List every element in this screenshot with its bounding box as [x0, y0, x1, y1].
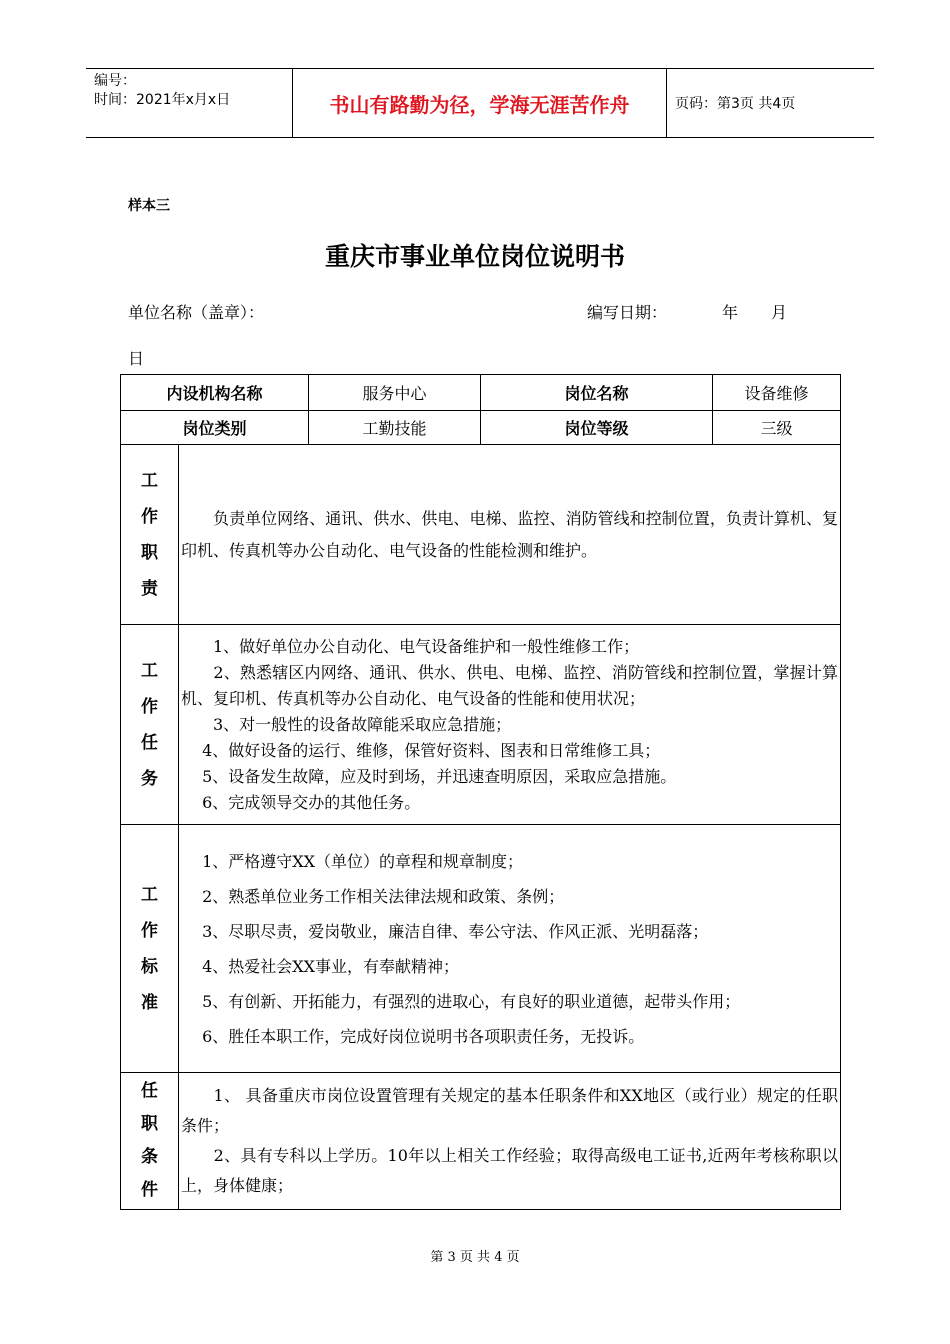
- level-value: 三级: [713, 411, 841, 445]
- sample-label: 样本三: [128, 198, 170, 214]
- unit-name-label: 单位名称（盖章）：: [128, 303, 265, 322]
- body-line: 5、有创新、开拓能力，有强烈的进取心，有良好的职业道德，起带头作用；: [181, 991, 741, 1011]
- body-line: 3、对一般性的设备故障能采取应急措施；: [181, 714, 512, 734]
- category-value: 工勤技能: [309, 411, 481, 445]
- post-value: 设备维修: [713, 375, 841, 411]
- body-line: 3、尽职尽责，爱岗敬业，廉洁自律、奉公守法、作风正派、光明磊落；: [181, 921, 709, 941]
- section-body: [179, 625, 841, 825]
- body-line: 2、具有专科以上学历。10年以上相关工作经验；取得高级电工证书,近两年考核称职以上，身体健康；: [181, 1146, 839, 1195]
- section-body: [179, 1073, 841, 1210]
- page-header: [86, 68, 874, 138]
- section-qualifications: [121, 1073, 841, 1210]
- date-label: 编写日期：: [587, 303, 668, 322]
- section-tasks: [121, 625, 841, 825]
- body-line: 5、设备发生故障，应及时到场，并迅速查明原因，采取应急措施。: [181, 766, 677, 786]
- body-line: 6、完成领导交办的其他任务。: [181, 792, 421, 812]
- section-label: 任 职 条 件: [121, 1073, 179, 1210]
- month-label: 月: [771, 303, 788, 322]
- header-motto: 书山有路勤为径，学海无涯苦作舟: [292, 69, 667, 137]
- section-label: 工 作 任 务: [121, 625, 179, 825]
- body-line: 2、熟悉单位业务工作相关法律法规和政策、条例；: [181, 886, 565, 906]
- body-line: 4、做好设备的运行、维修，保管好资料、图表和日常维修工具；: [181, 740, 661, 760]
- body-line: 2、熟悉辖区内网络、通讯、供水、供电、电梯、监控、消防管线和控制位置，掌握计算机、复印机、传真机等办公自动化、电气设备的性能和使用状况；: [181, 662, 839, 708]
- category-label: 岗位类别: [121, 411, 309, 445]
- section-duties: [121, 445, 841, 625]
- header-page-label: 页码：第3页 共4页: [675, 96, 796, 112]
- job-description-table: [120, 374, 841, 1210]
- body-line: 负责单位网络、通讯、供水、供电、电梯、监控、消防管线和控制位置，负责计算机、复印机、传真机等办公自动化、电气设备的性能检测和维护。: [181, 508, 839, 560]
- body-line: 1、严格遵守XX（单位）的章程和规章制度；: [181, 851, 524, 871]
- body-line: 1、做好单位办公自动化、电气设备维护和一般性维修工作；: [181, 636, 640, 656]
- year-label: 年: [722, 303, 739, 322]
- page-footer: 第 3 页 共 4 页: [430, 1250, 520, 1265]
- body-line: 6、胜任本职工作，完成好岗位说明书各项职责任务，无投诉。: [181, 1026, 645, 1046]
- document-title: 重庆市事业单位岗位说明书: [324, 242, 625, 271]
- section-label: 工 作 标 准: [121, 825, 179, 1073]
- section-label: 工 作 职 责: [121, 445, 179, 625]
- post-label: 岗位名称: [481, 375, 713, 411]
- table-row: [121, 411, 841, 445]
- org-value: 服务中心: [309, 375, 481, 411]
- section-standards: [121, 825, 841, 1073]
- body-line: 4、热爱社会XX事业，有奉献精神；: [181, 956, 460, 976]
- table-row: [121, 375, 841, 411]
- time-label: 时间：2021年x月x日: [94, 92, 231, 108]
- section-body: [179, 445, 841, 625]
- day-label: 日: [128, 349, 145, 368]
- org-label: 内设机构名称: [121, 375, 309, 411]
- section-body: [179, 825, 841, 1073]
- number-label: 编号：: [94, 73, 136, 89]
- header-left: [86, 69, 292, 137]
- body-line: 1、 具备重庆市岗位设置管理有关规定的基本任职条件和XX地区（或行业）规定的任职条件；: [181, 1086, 839, 1135]
- level-label: 岗位等级: [481, 411, 713, 445]
